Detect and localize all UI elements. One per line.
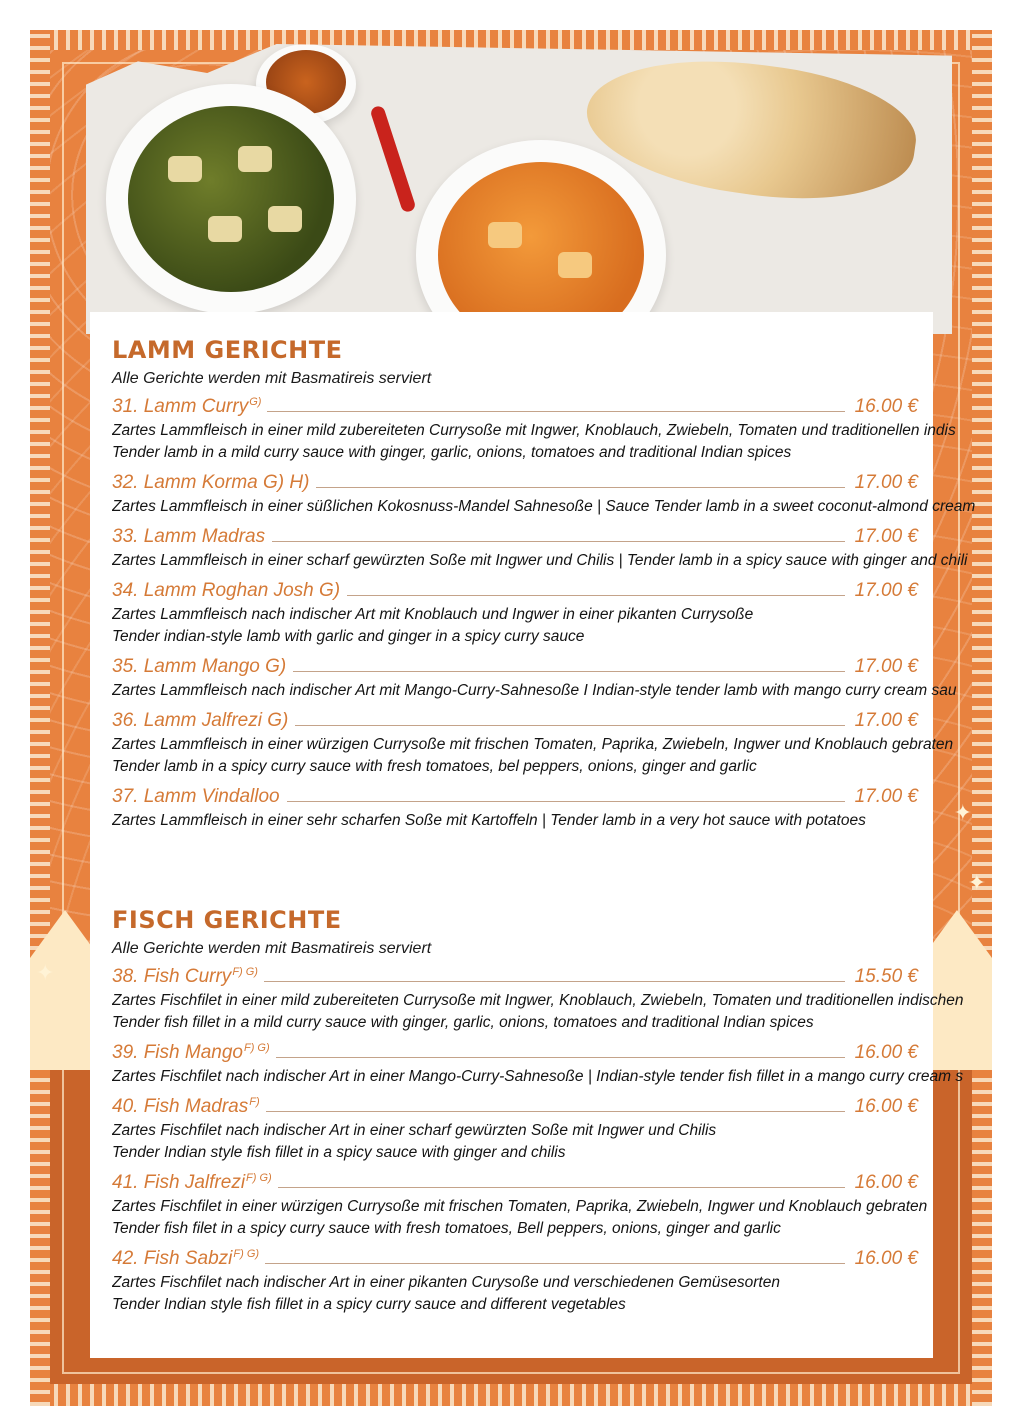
- dish-description-en: Tender Indian style fish fillet in a spicy sauce with ginger and chilis: [112, 1144, 566, 1161]
- paneer-chunk: [558, 252, 592, 278]
- dish-name: 33. Lamm Madras: [112, 526, 266, 547]
- dish-description: Zartes Lammfleisch in einer süßlichen Kokosnuss-Mandel Sahnesoße | Sauce Tender lamb in a sweet coconut-almond cream: [112, 498, 976, 515]
- dish-description: Zartes Lammfleisch nach indischer Art mit Mango-Curry-Sahnesoße I Indian-style tender lamb with mango curry cream sau: [112, 682, 957, 699]
- menu-item: [112, 396, 1024, 464]
- dish-name: 41. Fish Jalfrezi: [112, 1172, 246, 1193]
- dish-description: Zartes Fischfilet nach indischer Art in einer Mango-Curry-Sahnesoße | Indian-style tender fish fillet in a mango curry cream s: [112, 1068, 964, 1085]
- dotted-leader: [293, 670, 844, 672]
- dish-name: 34. Lamm Roghan Josh G): [112, 580, 341, 601]
- section-title: LAMM GERICHTE: [112, 336, 343, 364]
- section-subtitle: Alle Gerichte werden mit Basmatireis serviert: [112, 370, 432, 387]
- dish-price: 17.00 €: [854, 656, 918, 677]
- dish-description-en: Tender lamb in a spicy curry sauce with fresh tomatoes, bel peppers, onions, ginger and garlic: [112, 758, 757, 775]
- saag-paneer: [128, 106, 334, 292]
- dish-price: 16.00 €: [854, 1042, 918, 1063]
- dish-name: 35. Lamm Mango G): [112, 656, 287, 677]
- menu-item: [112, 786, 1024, 832]
- menu-item: [112, 1172, 1024, 1240]
- dish-description-de: Zartes Fischfilet in einer mild zubereiteten Currysoße mit Ingwer, Knoblauch, Zwiebeln, Tomaten und traditionellen indischen: [112, 992, 964, 1009]
- dotted-leader: [266, 1110, 845, 1112]
- red-chili: [369, 105, 416, 214]
- dish-allergens: F) G): [246, 1172, 272, 1184]
- frame-border-bottom: [30, 1384, 992, 1406]
- menu-item: [112, 710, 1024, 778]
- dotted-leader: [276, 1056, 845, 1058]
- dish-name: 31. Lamm Curry: [112, 396, 249, 417]
- paneer-chunk: [488, 222, 522, 248]
- dish-price: 17.00 €: [854, 472, 918, 493]
- dotted-leader: [278, 1186, 845, 1188]
- dish-name: 40. Fish Madras: [112, 1096, 249, 1117]
- paneer-chunk: [208, 216, 242, 242]
- frame-border-top: [30, 30, 992, 50]
- dish-name: 38. Fish Curry: [112, 966, 232, 987]
- dotted-leader: [264, 980, 845, 982]
- dish-price: 16.00 €: [854, 1096, 918, 1117]
- dish-allergens: F) G): [243, 1042, 270, 1054]
- dotted-leader: [316, 486, 844, 488]
- dish-description-en: Tender lamb in a mild curry sauce with ginger, garlic, onions, tomatoes and traditional Indian spices: [112, 444, 792, 461]
- star-icon: ✦: [36, 960, 55, 985]
- star-icon: ✦: [953, 800, 972, 825]
- frame-border-left: [30, 30, 50, 1406]
- dish-name: 32. Lamm Korma G) H): [112, 472, 310, 493]
- section-subtitle: Alle Gerichte werden mit Basmatireis serviert: [112, 940, 432, 957]
- dish-price: 15.50 €: [854, 966, 918, 987]
- dotted-leader: [287, 800, 845, 802]
- dish-description-de: Zartes Fischfilet in einer würzigen Currysoße mit frischen Tomaten, Paprika, Zwiebeln, Ingwer und Knoblauch gebraten: [112, 1198, 928, 1215]
- dish-price: 16.00 €: [854, 396, 918, 417]
- dish-price: 17.00 €: [854, 710, 918, 731]
- dish-description-de: Zartes Lammfleisch in einer würzigen Currysoße mit frischen Tomaten, Paprika, Zwiebeln, Ingwer und Knoblauch gebraten: [112, 736, 954, 753]
- dotted-leader: [267, 410, 844, 412]
- menu-item: [112, 472, 1024, 518]
- dish-price: 16.00 €: [854, 1248, 918, 1269]
- dish-description-en: Tender indian-style lamb with garlic and ginger in a spicy curry sauce: [112, 628, 585, 645]
- section-lamm: [112, 336, 1024, 832]
- dish-allergens: G): [249, 396, 262, 408]
- dotted-leader: [272, 540, 844, 542]
- dish-name: 37. Lamm Vindalloo: [112, 786, 280, 807]
- menu-item: [112, 966, 1024, 1034]
- dish-price: 17.00 €: [854, 580, 918, 601]
- paneer-chunk: [168, 156, 202, 182]
- dish-description-de: Zartes Lammfleisch in einer mild zubereiteten Currysoße mit Ingwer, Knoblauch, Zwiebeln, Tomaten und traditionellen indis: [112, 422, 956, 439]
- dish-name: 39. Fish Mango: [112, 1042, 243, 1063]
- menu-card: [90, 312, 976, 1358]
- dish-description-en: Tender fish fillet in a mild curry sauce with ginger, garlic, onions, tomatoes and traditional Indian spices: [112, 1014, 814, 1031]
- paneer-chunk: [268, 206, 302, 232]
- dotted-leader: [347, 594, 844, 596]
- dish-description: Zartes Lammfleisch in einer scharf gewürzten Soße mit Ingwer und Chilis | Tender lamb in a spicy sauce with ginger and chili: [112, 552, 968, 569]
- menu-item: [112, 1248, 1024, 1316]
- dish-price: 16.00 €: [854, 1172, 918, 1193]
- paneer-chunk: [238, 146, 272, 172]
- dish-description-de: Zartes Fischfilet nach indischer Art in einer pikanten Curysoße und verschiedenen Gemüsesorten: [112, 1274, 780, 1291]
- dish-description-de: Zartes Fischfilet nach indischer Art in einer scharf gewürzten Soße mit Ingwer und Chilis: [112, 1122, 717, 1139]
- section-title: FISCH GERICHTE: [112, 906, 342, 934]
- food-photo: [86, 44, 952, 334]
- menu-item: [112, 1096, 1024, 1164]
- menu-item: [112, 1042, 1024, 1088]
- dotted-leader: [265, 1262, 845, 1264]
- dish-allergens: F) G): [233, 1248, 260, 1260]
- menu-item: [112, 526, 1024, 572]
- dish-name: 36. Lamm Jalfrezi G): [112, 710, 289, 731]
- dish-description-en: Tender fish filet in a spicy curry sauce with fresh tomatoes, Bell peppers, onions, ginger and garlic: [112, 1220, 781, 1237]
- dish-allergens: F): [249, 1096, 260, 1108]
- star-icon: ✦: [967, 870, 986, 895]
- dish-price: 17.00 €: [854, 526, 918, 547]
- butter-curry: [438, 162, 644, 334]
- dish-name: 42. Fish Sabzi: [112, 1248, 233, 1269]
- dish-description: Zartes Lammfleisch in einer sehr scharfen Soße mit Kartoffeln | Tender lamb in a very hot sauce with potatoes: [112, 812, 866, 829]
- menu-item: [112, 656, 1024, 702]
- dish-description-de: Zartes Lammfleisch nach indischer Art mit Knoblauch und Ingwer in einer pikanten Currysoße: [112, 606, 754, 623]
- dish-description-en: Tender Indian style fish fillet in a spicy curry sauce and different vegetables: [112, 1296, 626, 1313]
- menu-item: [112, 580, 1024, 648]
- dish-allergens: F) G): [232, 966, 258, 978]
- section-fisch: [112, 906, 1024, 1316]
- dotted-leader: [295, 724, 844, 726]
- dish-price: 17.00 €: [854, 786, 918, 807]
